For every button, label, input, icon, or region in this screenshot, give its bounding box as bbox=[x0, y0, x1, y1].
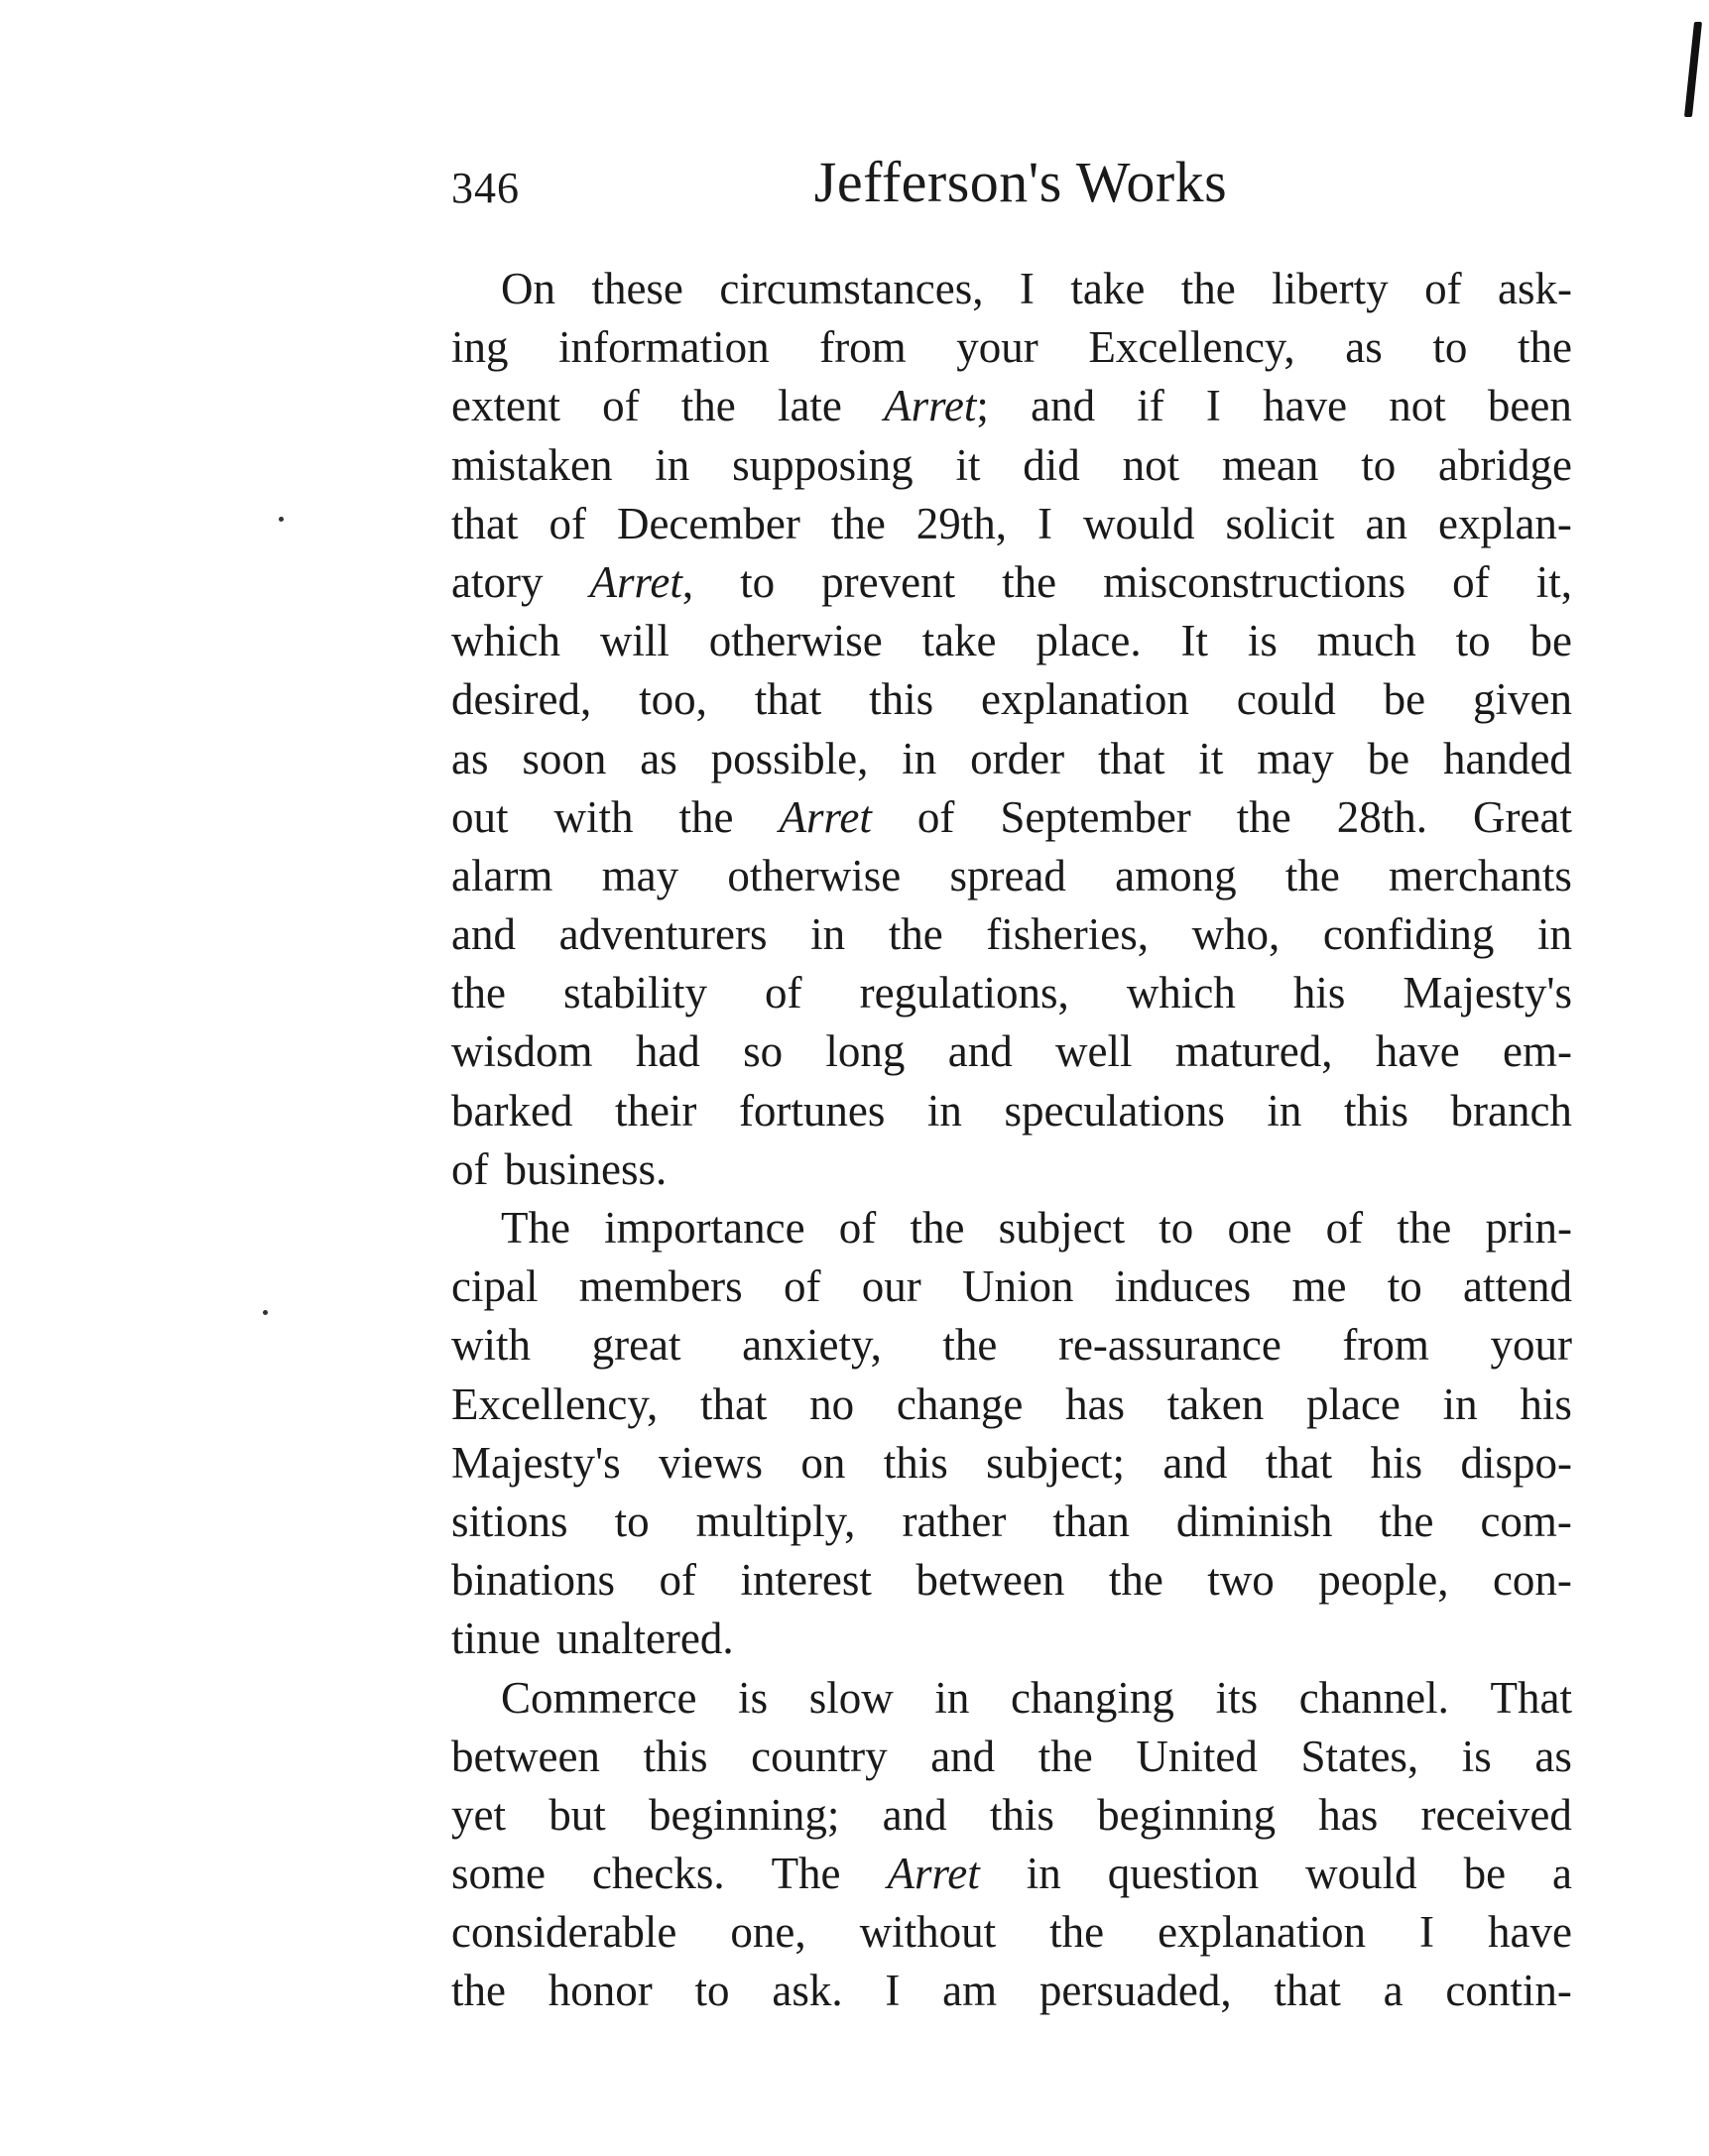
word: ask- bbox=[1498, 264, 1572, 313]
word: your bbox=[956, 322, 1038, 373]
text-line bbox=[451, 1610, 1572, 1668]
word: I bbox=[885, 1966, 901, 2016]
word: who, bbox=[1191, 909, 1281, 960]
word: to bbox=[694, 1966, 730, 2016]
word: mistaken bbox=[451, 439, 613, 490]
word: handed bbox=[1442, 733, 1572, 783]
word: between bbox=[451, 1731, 600, 1781]
word: have bbox=[1487, 1907, 1572, 1958]
page-header bbox=[451, 149, 1590, 228]
word: the bbox=[1108, 1555, 1163, 1606]
word: too, bbox=[639, 674, 707, 725]
word: of bbox=[838, 1203, 877, 1253]
text-line bbox=[451, 377, 1572, 435]
word: solicit bbox=[1225, 498, 1335, 548]
word: 28th. bbox=[1336, 791, 1428, 842]
word: this bbox=[989, 1789, 1054, 1840]
word: take bbox=[1070, 264, 1146, 313]
word: not bbox=[1389, 381, 1446, 431]
word: in bbox=[1442, 1378, 1478, 1429]
word: to bbox=[740, 556, 776, 607]
word: that bbox=[1098, 733, 1165, 783]
word: and bbox=[882, 1789, 947, 1840]
word: without bbox=[859, 1907, 997, 1958]
word: the bbox=[1397, 1203, 1452, 1253]
word: one bbox=[1227, 1203, 1292, 1253]
word: am bbox=[942, 1966, 998, 2016]
word: in bbox=[926, 1085, 962, 1136]
word: subject; bbox=[986, 1437, 1126, 1488]
word: from bbox=[1342, 1320, 1429, 1371]
word: circumstances, bbox=[719, 264, 984, 313]
word: this bbox=[869, 674, 934, 725]
word: people, bbox=[1318, 1555, 1449, 1606]
word: it, bbox=[1535, 556, 1572, 607]
word: in bbox=[902, 733, 937, 783]
word: prevent bbox=[821, 556, 956, 607]
word: which bbox=[1126, 968, 1236, 1018]
word: out bbox=[451, 791, 509, 842]
word: tinue bbox=[451, 1614, 541, 1664]
word: taken bbox=[1166, 1378, 1265, 1429]
word: the bbox=[1038, 1731, 1093, 1781]
word: some bbox=[451, 1849, 546, 1899]
word: atory bbox=[451, 556, 544, 607]
word: of bbox=[602, 381, 640, 431]
word: Arret; bbox=[884, 381, 989, 431]
text-line bbox=[451, 1962, 1572, 2020]
word: its bbox=[1215, 1672, 1259, 1723]
word: rather bbox=[902, 1496, 1007, 1546]
word: changing bbox=[1010, 1672, 1174, 1723]
word: of bbox=[1424, 264, 1462, 313]
word: explanation bbox=[1158, 1907, 1367, 1958]
word: views bbox=[658, 1437, 763, 1488]
word: to bbox=[1455, 616, 1491, 666]
margin-speck bbox=[263, 1310, 268, 1315]
word: to bbox=[614, 1496, 650, 1546]
word: his bbox=[1370, 1437, 1423, 1488]
word: the bbox=[1002, 556, 1057, 607]
word: It bbox=[1180, 616, 1208, 666]
word: confiding bbox=[1322, 909, 1495, 960]
word: dispo- bbox=[1460, 1437, 1572, 1488]
word: had bbox=[635, 1026, 700, 1077]
word: the bbox=[1517, 322, 1572, 373]
word: the bbox=[1379, 1496, 1434, 1546]
word: that bbox=[754, 674, 822, 725]
text-line bbox=[451, 495, 1572, 553]
word: mean bbox=[1221, 439, 1319, 490]
text-line bbox=[451, 318, 1572, 377]
word: has bbox=[1065, 1378, 1126, 1429]
text-line bbox=[451, 1434, 1572, 1493]
word: a bbox=[1383, 1966, 1404, 2016]
word: would bbox=[1083, 498, 1195, 548]
word: persuaded, bbox=[1038, 1966, 1232, 2016]
word: and bbox=[451, 909, 516, 960]
word: That bbox=[1490, 1672, 1572, 1723]
word: it bbox=[955, 439, 981, 490]
word: members bbox=[578, 1261, 743, 1312]
word: be bbox=[1463, 1849, 1507, 1899]
word: interest bbox=[740, 1555, 872, 1606]
word: their bbox=[614, 1085, 697, 1136]
word: contin- bbox=[1445, 1966, 1572, 2016]
word: importance bbox=[604, 1203, 805, 1253]
word: be bbox=[1383, 674, 1426, 725]
word: On bbox=[501, 264, 555, 313]
word: Majesty's bbox=[1403, 968, 1572, 1018]
word: country bbox=[751, 1731, 888, 1781]
word: of bbox=[1452, 556, 1490, 607]
word: not bbox=[1122, 439, 1180, 490]
word: this bbox=[643, 1731, 708, 1781]
word: I bbox=[1019, 264, 1035, 313]
word: our bbox=[861, 1261, 921, 1312]
word: and bbox=[1162, 1437, 1228, 1488]
body-text bbox=[451, 260, 1572, 2021]
word: his bbox=[1292, 968, 1346, 1018]
word: beginning bbox=[1097, 1789, 1277, 1840]
word: Majesty's bbox=[451, 1437, 621, 1488]
word: the bbox=[888, 909, 943, 960]
word: have bbox=[1263, 381, 1348, 431]
word: that bbox=[1274, 1966, 1341, 2016]
word: of bbox=[1325, 1203, 1364, 1253]
text-line bbox=[451, 1551, 1572, 1610]
word: misconstructions bbox=[1103, 556, 1406, 607]
word: of bbox=[916, 791, 955, 842]
word: multiply, bbox=[695, 1496, 856, 1546]
text-line bbox=[451, 1140, 1572, 1199]
word: in bbox=[810, 909, 846, 960]
word: December bbox=[616, 498, 800, 548]
word: cipal bbox=[451, 1261, 539, 1312]
word: long bbox=[825, 1026, 906, 1077]
text-line bbox=[451, 670, 1572, 729]
word: the bbox=[451, 1966, 506, 2016]
word: branch bbox=[1450, 1085, 1572, 1136]
text-line bbox=[451, 1258, 1572, 1316]
word: no bbox=[809, 1378, 855, 1429]
text-line bbox=[451, 436, 1572, 495]
word: his bbox=[1520, 1378, 1572, 1429]
word: the bbox=[830, 498, 886, 548]
word: place bbox=[1305, 1378, 1401, 1429]
word: among bbox=[1115, 850, 1237, 900]
word: the bbox=[680, 381, 736, 431]
word: would bbox=[1305, 1849, 1417, 1899]
word: matured, bbox=[1174, 1026, 1333, 1077]
word: of bbox=[451, 1143, 489, 1194]
word: than bbox=[1052, 1496, 1130, 1546]
text-line bbox=[451, 1376, 1572, 1434]
word: has bbox=[1318, 1789, 1379, 1840]
word: in bbox=[655, 439, 690, 490]
word: it bbox=[1198, 733, 1224, 783]
word: diminish bbox=[1175, 1496, 1333, 1546]
word: one, bbox=[730, 1907, 806, 1958]
word: two bbox=[1207, 1555, 1275, 1606]
text-line bbox=[451, 847, 1572, 905]
text-line bbox=[451, 1845, 1572, 1903]
word: com- bbox=[1480, 1496, 1572, 1546]
word: in bbox=[1026, 1849, 1061, 1899]
word: will bbox=[599, 616, 670, 666]
word: merchants bbox=[1389, 850, 1572, 900]
word: on bbox=[800, 1437, 846, 1488]
word: may bbox=[1257, 733, 1334, 783]
word: to bbox=[1361, 439, 1397, 490]
word: but bbox=[549, 1789, 606, 1840]
word: have bbox=[1375, 1026, 1460, 1077]
word: desired, bbox=[451, 674, 592, 725]
word: business. bbox=[504, 1143, 668, 1194]
word: possible, bbox=[710, 733, 869, 783]
word: place. bbox=[1036, 616, 1142, 666]
word: Great bbox=[1473, 791, 1572, 842]
word: of bbox=[765, 968, 802, 1018]
word: information bbox=[558, 322, 770, 373]
word: the bbox=[942, 1320, 998, 1371]
word: explanation bbox=[980, 674, 1189, 725]
page-number: 346 bbox=[451, 164, 520, 212]
word: The bbox=[771, 1849, 841, 1899]
word: the bbox=[1236, 791, 1291, 842]
word: as bbox=[640, 733, 677, 783]
word: wisdom bbox=[451, 1026, 593, 1077]
word: in bbox=[1267, 1085, 1302, 1136]
word: much bbox=[1316, 616, 1416, 666]
word: sitions bbox=[451, 1496, 568, 1546]
word: me bbox=[1291, 1261, 1347, 1312]
word: your bbox=[1490, 1320, 1572, 1371]
word: that bbox=[451, 498, 519, 548]
word: and bbox=[1031, 381, 1096, 431]
text-line bbox=[451, 1022, 1572, 1081]
word: may bbox=[601, 850, 679, 900]
word: yet bbox=[451, 1789, 506, 1840]
text-line bbox=[451, 612, 1572, 670]
text-line bbox=[451, 788, 1572, 847]
word: channel. bbox=[1298, 1672, 1449, 1723]
word: to bbox=[1432, 322, 1468, 373]
word: Excellency, bbox=[1088, 322, 1295, 373]
word: is bbox=[1247, 616, 1278, 666]
page-edge-mark bbox=[1684, 22, 1702, 117]
word: with bbox=[553, 791, 634, 842]
word: in bbox=[934, 1672, 970, 1723]
word: explan- bbox=[1437, 498, 1572, 548]
word: regulations, bbox=[859, 968, 1069, 1018]
word: alarm bbox=[451, 850, 553, 900]
word: of bbox=[549, 498, 586, 548]
word: great bbox=[591, 1320, 681, 1371]
word: fortunes bbox=[738, 1085, 886, 1136]
word: well bbox=[1055, 1026, 1133, 1077]
word: received bbox=[1420, 1789, 1572, 1840]
word: take bbox=[921, 616, 997, 666]
text-line bbox=[451, 1728, 1572, 1786]
word: slow bbox=[808, 1672, 894, 1723]
word: ing bbox=[451, 322, 509, 373]
text-line bbox=[451, 1082, 1572, 1140]
word: this bbox=[883, 1437, 948, 1488]
word: from bbox=[819, 322, 907, 373]
word: these bbox=[591, 264, 683, 313]
word: to bbox=[1159, 1203, 1194, 1253]
word: September bbox=[1000, 791, 1191, 842]
word: and bbox=[930, 1731, 996, 1781]
word: the bbox=[1284, 850, 1340, 900]
word: the bbox=[451, 968, 506, 1018]
word: if bbox=[1137, 381, 1164, 431]
word: stability bbox=[563, 968, 708, 1018]
word: soon bbox=[522, 733, 607, 783]
word: unaltered. bbox=[555, 1614, 734, 1664]
word: between bbox=[916, 1555, 1065, 1606]
word: Commerce bbox=[501, 1672, 697, 1723]
word: could bbox=[1236, 674, 1336, 725]
word: order bbox=[970, 733, 1065, 783]
text-line bbox=[451, 1199, 1572, 1258]
word: be bbox=[1367, 733, 1410, 783]
text-line bbox=[451, 1669, 1572, 1728]
word: Arret, bbox=[589, 556, 694, 607]
word: con- bbox=[1492, 1555, 1572, 1606]
word: been bbox=[1487, 381, 1572, 431]
text-line bbox=[451, 1316, 1572, 1375]
word: did bbox=[1023, 439, 1080, 490]
word: as bbox=[1345, 322, 1383, 373]
margin-speck bbox=[279, 517, 284, 522]
word: so bbox=[743, 1026, 784, 1077]
word: otherwise bbox=[708, 616, 883, 666]
word: speculations bbox=[1004, 1085, 1225, 1136]
word: Arret bbox=[887, 1849, 980, 1899]
word: ask. bbox=[772, 1966, 843, 2016]
word: with bbox=[451, 1320, 532, 1371]
word: binations bbox=[451, 1555, 615, 1606]
word: the bbox=[678, 791, 734, 842]
word: in bbox=[1536, 909, 1572, 960]
word: is bbox=[738, 1672, 769, 1723]
word: of bbox=[783, 1261, 821, 1312]
word: em- bbox=[1503, 1026, 1572, 1077]
word: adventurers bbox=[558, 909, 768, 960]
word: 29th, bbox=[916, 498, 1008, 548]
word: as bbox=[451, 733, 489, 783]
word: that bbox=[1265, 1437, 1333, 1488]
word: the bbox=[1049, 1907, 1105, 1958]
word: change bbox=[896, 1378, 1024, 1429]
word: abridge bbox=[1438, 439, 1572, 490]
word: and bbox=[947, 1026, 1013, 1077]
word: extent bbox=[451, 381, 560, 431]
word: I bbox=[1205, 381, 1221, 431]
word: the bbox=[1180, 264, 1236, 313]
word: an bbox=[1365, 498, 1407, 548]
text-line bbox=[451, 1786, 1572, 1845]
word: United bbox=[1136, 1731, 1258, 1781]
text-line bbox=[451, 905, 1572, 964]
word: that bbox=[699, 1378, 768, 1429]
word: I bbox=[1038, 498, 1053, 548]
word: given bbox=[1473, 674, 1572, 725]
word: as bbox=[1534, 1731, 1572, 1781]
word: which bbox=[451, 616, 560, 666]
word: anxiety, bbox=[742, 1320, 882, 1371]
word: Excellency, bbox=[451, 1378, 659, 1429]
word: liberty bbox=[1272, 264, 1389, 313]
word: States, bbox=[1300, 1731, 1419, 1781]
word: barked bbox=[451, 1085, 573, 1136]
text-line bbox=[451, 730, 1572, 788]
word: a bbox=[1551, 1849, 1572, 1899]
word: honor bbox=[548, 1966, 653, 2016]
text-line bbox=[451, 1493, 1572, 1551]
word: the bbox=[910, 1203, 965, 1253]
word: otherwise bbox=[727, 850, 902, 900]
word: induces bbox=[1114, 1261, 1252, 1312]
word: checks. bbox=[591, 1849, 725, 1899]
word: to bbox=[1387, 1261, 1422, 1312]
word: be bbox=[1529, 616, 1572, 666]
word: fisheries, bbox=[986, 909, 1149, 960]
word: subject bbox=[998, 1203, 1126, 1253]
word: The bbox=[501, 1203, 570, 1253]
text-line bbox=[451, 553, 1572, 612]
word: considerable bbox=[451, 1907, 677, 1958]
word: attend bbox=[1463, 1261, 1572, 1312]
word: I bbox=[1419, 1907, 1434, 1958]
word: beginning; bbox=[648, 1789, 840, 1840]
word: re-assurance bbox=[1057, 1320, 1282, 1371]
word: this bbox=[1343, 1085, 1408, 1136]
text-line bbox=[451, 260, 1572, 318]
word: supposing bbox=[732, 439, 914, 490]
word: question bbox=[1107, 1849, 1260, 1899]
word: is bbox=[1461, 1731, 1492, 1781]
word: spread bbox=[949, 850, 1066, 900]
text-line bbox=[451, 1903, 1572, 1962]
word: Union bbox=[961, 1261, 1074, 1312]
word: late bbox=[777, 381, 842, 431]
word: prin- bbox=[1485, 1203, 1572, 1253]
word: of bbox=[659, 1555, 696, 1606]
text-line bbox=[451, 964, 1572, 1022]
word: Arret bbox=[779, 791, 872, 842]
running-head: Jefferson's Works bbox=[813, 150, 1228, 214]
